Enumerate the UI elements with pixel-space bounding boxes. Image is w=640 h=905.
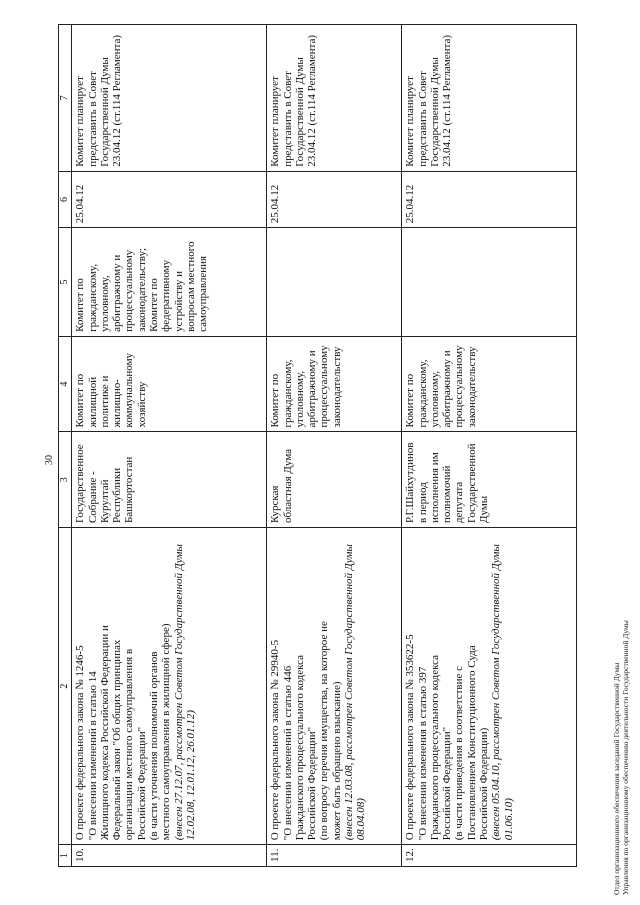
table-row <box>402 25 577 867</box>
committee: Комитет по жилищной политике и жилищно-коммунальному хозяйству <box>72 336 267 432</box>
bill-line: "О внесении изменения в статью 397 <box>416 666 429 841</box>
bill-line: организации местного самоуправления в <box>123 648 136 841</box>
column-number: 1 <box>59 845 72 867</box>
initiator: Р.Г.Шайхутдинов в период исполнения им полномочий депутата Государственной Думы <box>402 432 577 528</box>
bill-note: (внесен 27.12.07, рассмотрен Советом Государственной Думы 12.02.08, 12.01.12, 26.01.12) <box>172 544 197 841</box>
committee: Комитет по гражданскому, уголовному, арбитражному и процессуальному законодательству <box>402 336 577 432</box>
bill-line: Жилищного кодекса Российской Федерации и <box>98 625 111 841</box>
footer-line: Отдел организационного обеспечения заседаний Государственной Думы <box>612 662 621 895</box>
date: 25.04.12 <box>267 171 402 227</box>
bill-line: Постановлением Конституционного Суда <box>465 645 478 841</box>
bill-line: О проекте федерального закона № 353622-5 <box>404 634 417 841</box>
date: 25.04.12 <box>402 171 577 227</box>
planned-action: Комитет планирует представить в Совет Государственной Думы 23.04.12 (ст.114 Регламента) <box>402 25 577 172</box>
bill-line: Гражданского процессуального кодекса <box>428 654 441 841</box>
date: 25.04.12 <box>72 171 267 227</box>
column-number: 2 <box>59 528 72 845</box>
committee: Комитет по гражданскому, уголовному, арбитражному и процессуальному законодательству <box>267 336 402 432</box>
bill-line: Гражданского процессуального кодекса <box>293 654 306 841</box>
bill-line: (в части уточнения полномочий органов <box>148 651 161 841</box>
bill-line: О проекте федерального закона № 29940-5 <box>269 639 282 841</box>
footer <box>612 620 630 895</box>
planned-action: Комитет планирует представить в Совет Государственной Думы 23.04.12 (ст.114 Регламента) <box>267 25 402 172</box>
page-number: 30 <box>44 455 55 465</box>
bill-line: Федеральный закон "Об общих принципах <box>111 639 124 841</box>
column-number: 4 <box>59 336 72 432</box>
co-committee <box>402 228 577 337</box>
bill-line: местного самоуправления в жилищной сфере) <box>160 623 173 841</box>
bill-description <box>402 528 577 845</box>
initiator: Курская областная Дума <box>267 432 402 528</box>
bill-line: (в части приведения в соответствие с <box>453 666 466 841</box>
column-number: 5 <box>59 228 72 337</box>
bill-line: "О внесении изменений в статью 446 <box>281 665 294 841</box>
table-row <box>72 25 267 867</box>
bill-description <box>72 528 267 845</box>
bill-description <box>267 528 402 845</box>
bill-line: может быть обращено взыскание) <box>330 681 343 841</box>
bill-line: Российской Федерации" <box>441 726 454 841</box>
row-number: 12. <box>402 845 577 867</box>
co-committee: Комитет по гражданскому, уголовному, арбитражному и процессуальному законодательству; Комитет по федеративному устройству и вопросам местного самоуправления <box>72 228 267 337</box>
footer-line: Управления по организационному обеспечению деятельности Государственной Думы <box>621 620 630 895</box>
bill-line: Российской Федерации" <box>135 726 148 841</box>
initiator: Государственное Собрание - Курултай Республики Башкортостан <box>72 432 267 528</box>
bill-line: (по вопросу перечня имущества, на которое не <box>318 621 331 841</box>
bill-note: (внесен 05.04.10, рассмотрен Советом Государственной Думы 01.06.10) <box>490 544 515 841</box>
row-number: 10. <box>72 845 267 867</box>
bills-table <box>58 24 577 867</box>
bill-line: О проекте федерального закона № 1246-5 <box>74 645 87 841</box>
column-number: 6 <box>59 171 72 227</box>
bill-note: (внесен 12.03.08, рассмотрен Советом Государственной Думы 08.04.08) <box>343 544 368 841</box>
bill-line: "О внесении изменений в статью 14 <box>86 671 99 841</box>
table-row <box>267 25 402 867</box>
planned-action: Комитет планирует представить в Совет Государственной Думы 23.04.12 (ст.114 Регламента) <box>72 25 267 172</box>
row-number: 11. <box>267 845 402 867</box>
column-number: 7 <box>59 25 72 172</box>
bill-line: Российской Федерации) <box>478 727 491 841</box>
column-number-row <box>59 25 72 867</box>
column-number: 3 <box>59 432 72 528</box>
co-committee <box>267 228 402 337</box>
bill-line: Российской Федерации" <box>306 726 319 841</box>
